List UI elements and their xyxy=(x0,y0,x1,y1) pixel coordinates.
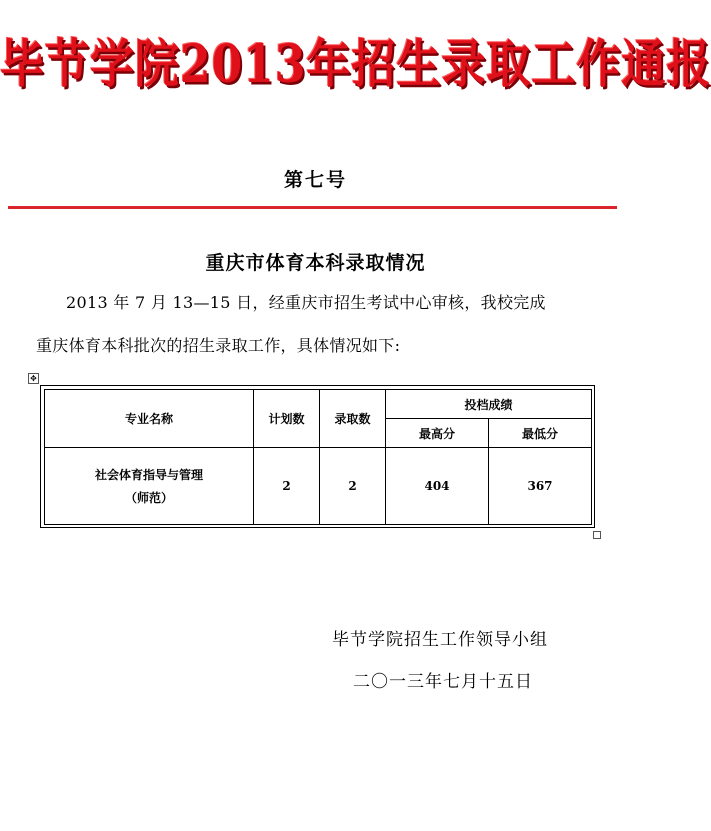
red-divider xyxy=(8,206,617,209)
signature-date: 二〇一三年七月十五日 xyxy=(353,672,533,692)
paragraph-line-2: 重庆体育本科批次的招生录取工作，具体情况如下: xyxy=(36,336,401,355)
admission-table xyxy=(44,389,592,525)
header-major: 专业名称 xyxy=(45,390,254,448)
cell-major xyxy=(45,448,254,525)
cell-plan: 2 xyxy=(254,448,320,525)
header-min-score: 最低分 xyxy=(489,419,592,448)
cell-min-score: 367 xyxy=(489,448,592,525)
banner-title: 毕节学院2013年招生录取工作通报 xyxy=(0,34,711,96)
cell-max-score: 404 xyxy=(386,448,489,525)
cell-major-line2: （师范） xyxy=(124,491,173,505)
cell-major-line1: 社会体育指导与管理 xyxy=(94,468,203,482)
table-row xyxy=(45,448,592,525)
paragraph-line-1: 2013 年 7 月 13—15 日，经重庆市招生考试中心审核，我校完成 xyxy=(66,293,546,312)
signature-organization: 毕节学院招生工作领导小组 xyxy=(332,630,548,650)
header-admitted: 录取数 xyxy=(320,390,386,448)
header-score-group: 投档成绩 xyxy=(386,390,592,419)
resize-icon[interactable] xyxy=(593,531,601,539)
document-title: 重庆市体育本科录取情况 xyxy=(205,252,426,274)
move-icon[interactable]: ✥ xyxy=(28,373,39,384)
header-max-score: 最高分 xyxy=(386,419,489,448)
header-plan: 计划数 xyxy=(254,390,320,448)
cell-admitted: 2 xyxy=(320,448,386,525)
issue-number: 第七号 xyxy=(283,169,347,191)
